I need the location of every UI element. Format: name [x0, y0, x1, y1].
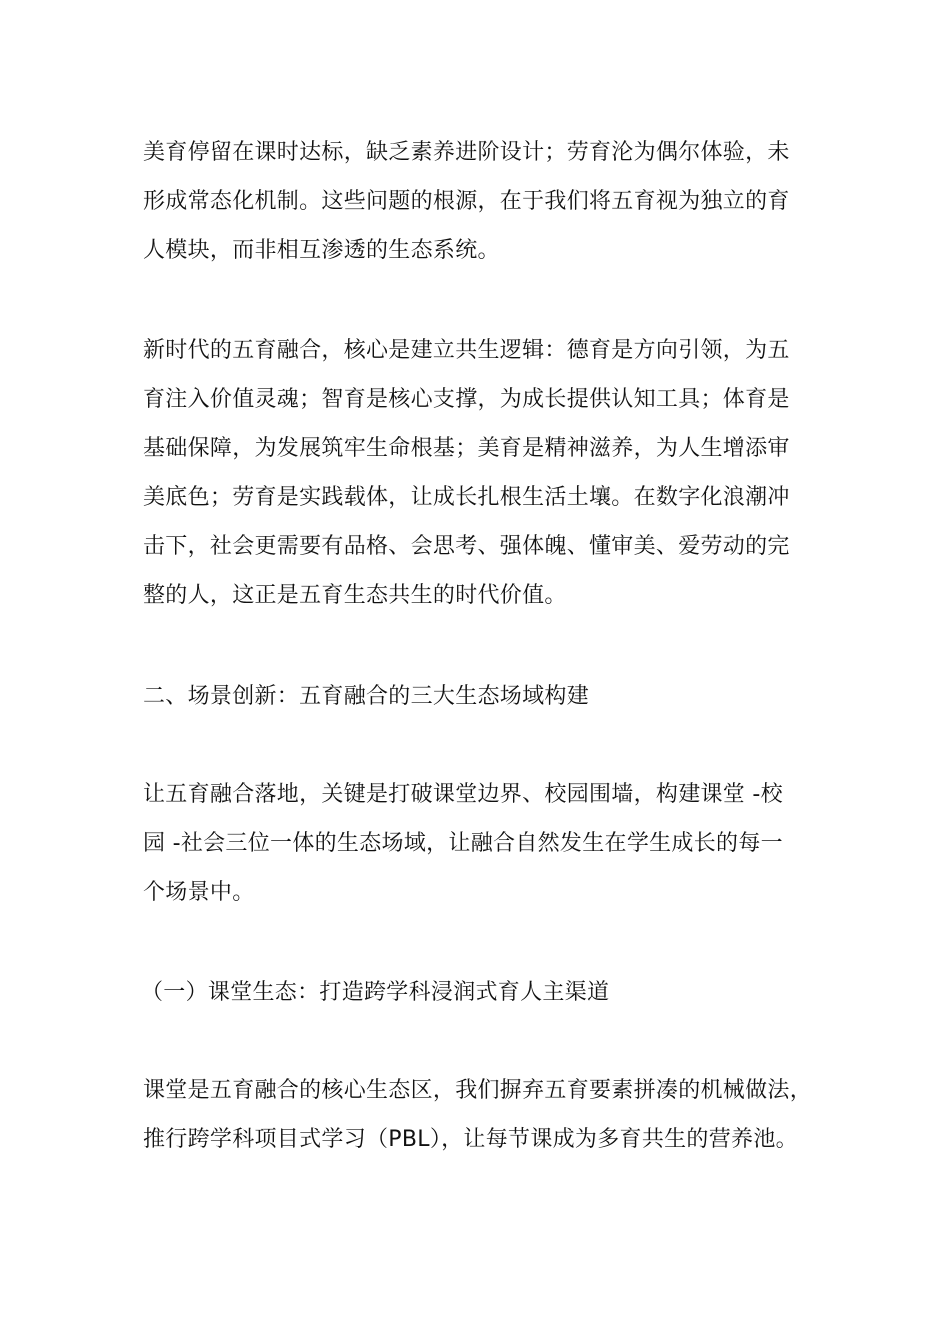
paragraph-line: 基础保障，为发展筑牢生命根基；美育是精神滋养，为人生增添审 — [143, 436, 790, 461]
paragraph-line: 育注入价值灵魂；智育是核心支撑，为成长提供认知工具；体育是 — [143, 387, 790, 412]
subsection-heading-text: （一）课堂生态：打造跨学科浸润式育人主渠道 — [141, 980, 610, 1005]
paragraph-line: 美底色；劳育是实践载体，让成长扎根生活土壤。在数字化浪潮冲 — [143, 485, 790, 510]
paragraph-line: 个场景中。 — [143, 880, 255, 905]
paragraph-2 — [143, 326, 843, 620]
paragraph-line: 课堂是五育融合的核心生态区，我们摒弃五育要素拼凑的机械做法， — [143, 1078, 813, 1103]
subsection-heading — [143, 968, 843, 1017]
section-heading — [143, 672, 843, 721]
paragraph-line: 推行跨学科项目式学习（PBL），让每节课成为多育共生的营养池。 — [143, 1127, 798, 1152]
paragraph-line: 整的人，这正是五育生态共生的时代价值。 — [143, 583, 567, 608]
paragraph-line: 击下，社会更需要有品格、会思考、强体魄、懂审美、爱劳动的完 — [143, 534, 790, 559]
section-heading-text: 二、场景创新：五育融合的三大生态场域构建 — [143, 684, 590, 709]
paragraph-4 — [143, 1066, 843, 1164]
paragraph-3 — [143, 770, 843, 917]
paragraph-line: 新时代的五育融合，核心是建立共生逻辑：德育是方向引领，为五 — [143, 338, 790, 363]
paragraph-1 — [143, 128, 843, 275]
paragraph-line: 让五育融合落地，关键是打破课堂边界、校园围墙，构建课堂 -校 — [143, 782, 783, 807]
paragraph-line: 美育停留在课时达标，缺乏素养进阶设计；劳育沦为偶尔体验，未 — [143, 140, 790, 165]
paragraph-line: 形成常态化机制。这些问题的根源，在于我们将五育视为独立的育 — [143, 189, 790, 214]
paragraph-line: 园 -社会三位一体的生态场域，让融合自然发生在学生成长的每一 — [143, 831, 783, 856]
paragraph-line: 人模块，而非相互渗透的生态系统。 — [143, 238, 500, 263]
